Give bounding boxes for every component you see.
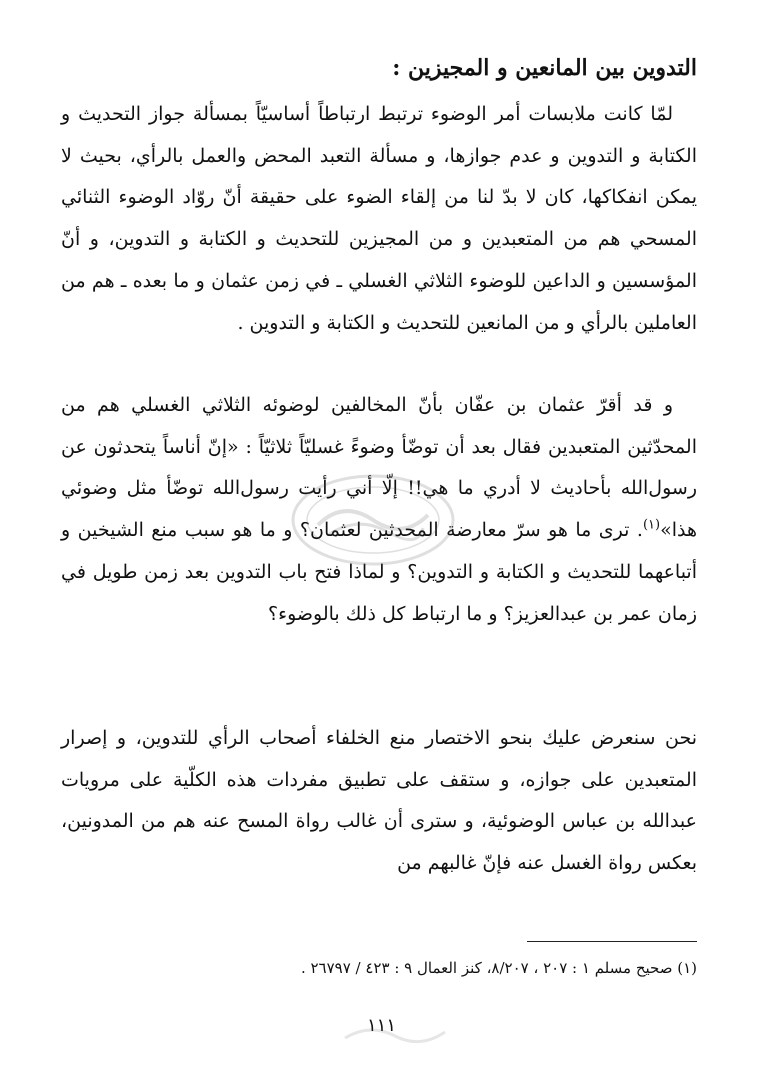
paragraph-1-text: لمّا كانت ملابسات أمر الوضوء ترتبط ارتباطاً أساسيّاً بمسألة جواز التحديث و الكتابة و التدوين و عدم جوازها، و مسألة التعبد المحض والعمل بالرأي، بحيث لا يمكن انفكاكها، كان لا بدّ لنا من إلقاء الضوء على حقيقة أنّ روّاد الوضوء الثنائي المسحي هم من المتعبدين و من المجيزين للتحديث و الكتابة و التدوين، و أنّ المؤسسين و الداعين للوضوء الثلاثي الغسلي ـ في زمن عثمان و ما بعده ـ هم من العاملين بالرأي و من المانعين للتحديث و الكتابة و التدوين . [61,103,697,334]
paragraph-2-text-before-note: و قد أقرّ عثمان بن عفّان بأنّ المخالفين لوضوئه الثلاثي الغسلي هم من المحدّثين المتعبدين فقال بعد أن توضّأ وضوءً غسليّاً ثلاثيّاً : «إنّ أناساً يتحدثون عن رسول‌الله بأحاديث لا أدري ما هي!! إلّا أني رأيت رسول‌الله توضّأ مثل وضوئي هذا» [61,394,697,542]
section-heading: التدوين بين المانعين و المجيزين : [392,55,697,81]
paragraph-1 [61,94,697,344]
footnote-separator [527,941,697,942]
paragraph-2 [61,385,697,635]
page-number: ١١١ [366,1015,396,1036]
footnote: (١) صحيح مسلم ١ : ٢٠٧ ، ٨/٢٠٧، كنز العمال ٩ : ٤٢٣ / ٢٦٧٩٧ . [300,959,697,977]
paragraph-3-text: نحن سنعرض عليك بنحو الاختصار منع الخلفاء أصحاب الرأي للتدوين، و إصرار المتعبدين على جوازه، و ستقف على تطبيق مفردات هذه الكلّية على مرويات عبدالله بن عباس الوضوئية، و سترى أن غالب رواة المسح عنه هم من المدونين، بعكس رواة الغسل عنه فإنّ غالبهم من [61,727,697,875]
footnote-reference-mark: (١) [642,517,661,533]
paragraph-2-text-after-note: . ترى ما هو سرّ معارضة المحدثين لعثمان؟ و ما هو سبب منع الشيخين و أتباعهما للتحديث و الكتابة و التدوين؟ و لماذا فتح باب التدوين بعد زمن طويل في زمان عمر بن عبدالعزيز؟ و ما ارتباط كل ذلك بالوضوء؟ [61,519,697,625]
paragraph-3 [61,718,697,885]
